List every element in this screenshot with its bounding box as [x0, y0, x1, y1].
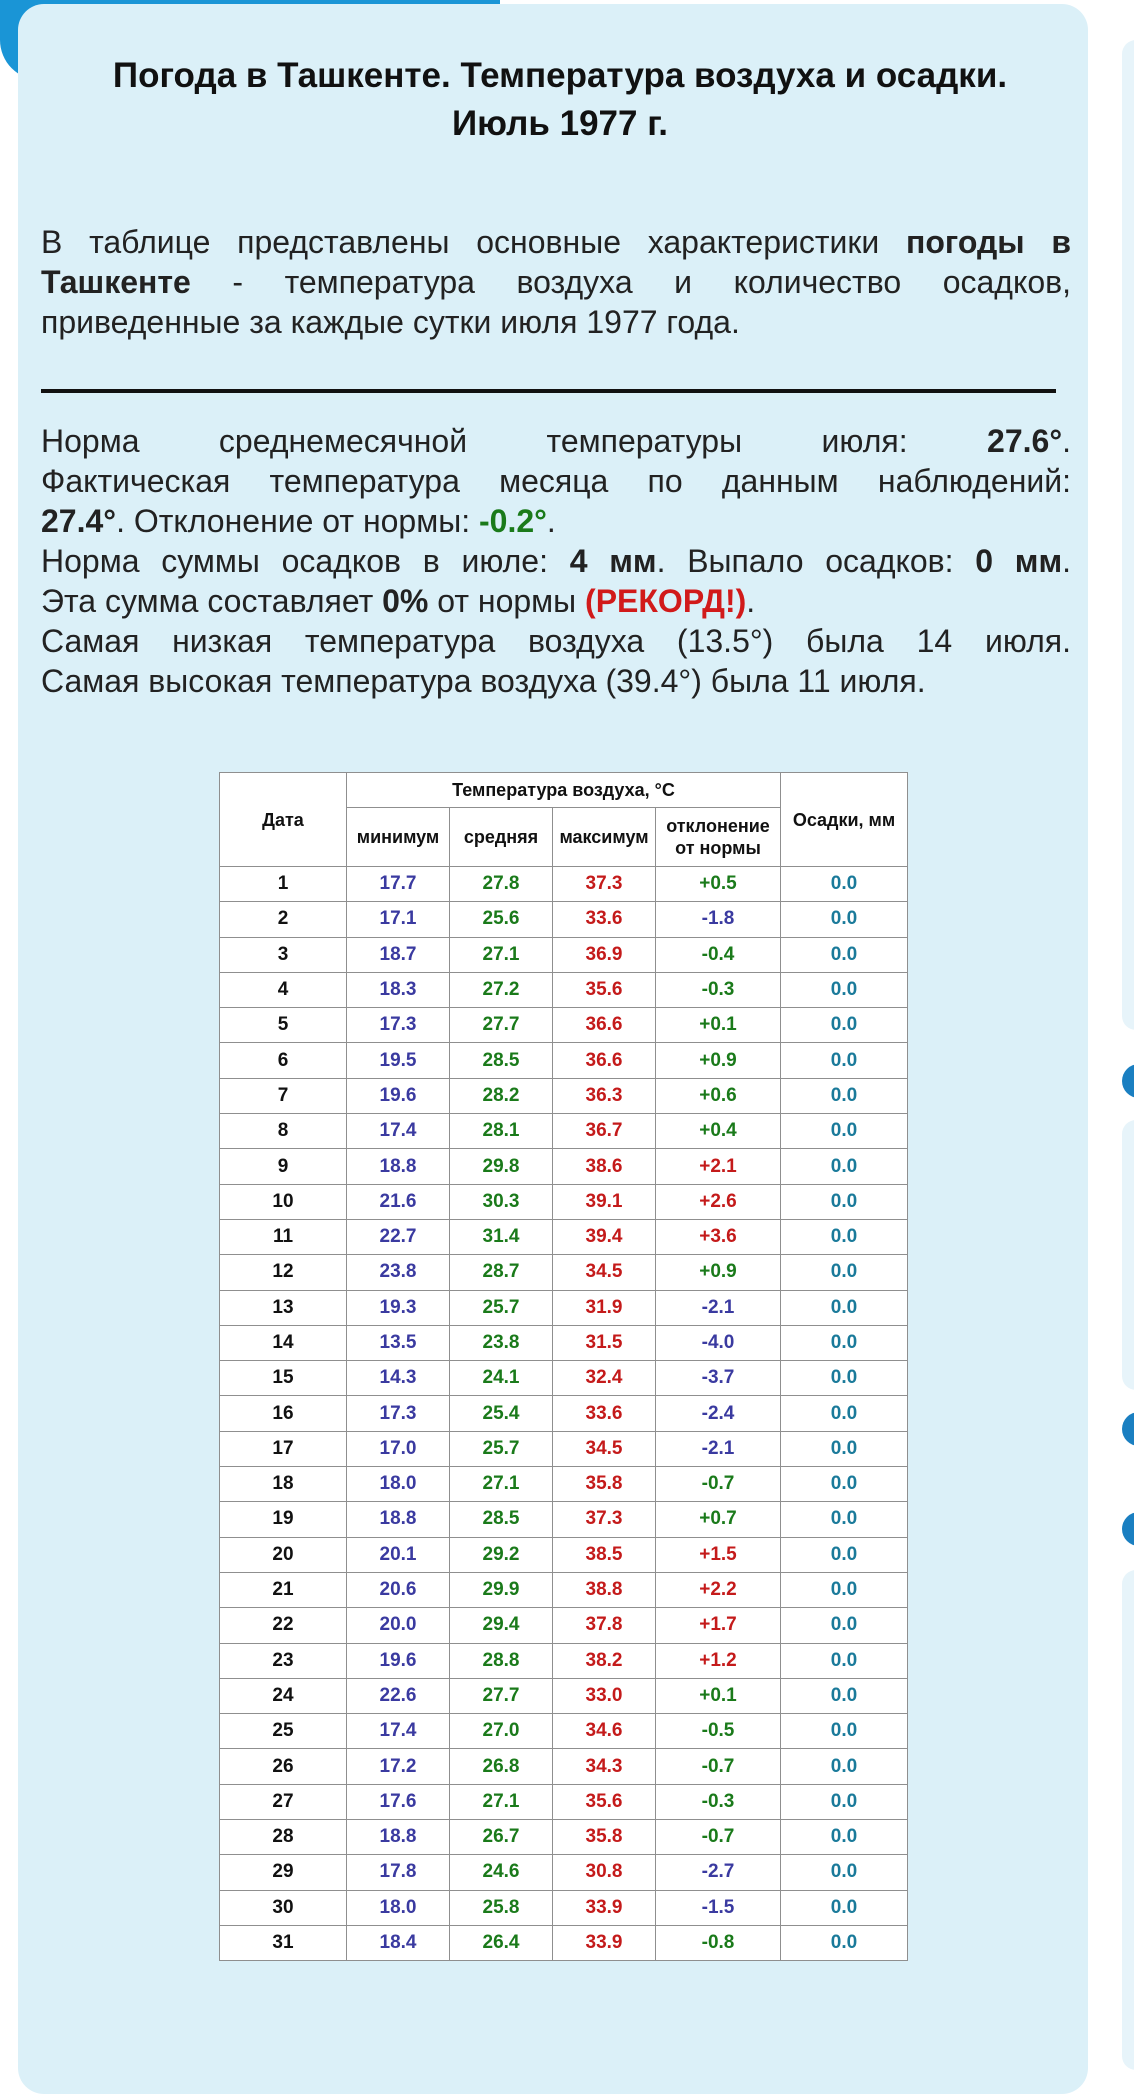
- table-row: [220, 1502, 908, 1537]
- precip-norm-label: Норма суммы осадков в июле:: [41, 543, 570, 579]
- percent-suffix: от нормы: [428, 583, 586, 619]
- high-temp-line: Самая высокая температура воздуха (39.4°) была 11 июля.: [41, 663, 926, 699]
- cell-date: 1: [220, 867, 347, 902]
- cell-deviation: -0.7: [656, 1467, 781, 1502]
- cell-date: 7: [220, 1078, 347, 1113]
- cell-max: 33.9: [553, 1890, 656, 1925]
- table-row: [220, 1396, 908, 1431]
- divider: [41, 389, 1056, 393]
- cell-avg: 23.8: [450, 1325, 553, 1360]
- cell-deviation: -2.1: [656, 1290, 781, 1325]
- cell-max: 38.5: [553, 1537, 656, 1572]
- cell-min: 20.6: [347, 1572, 450, 1607]
- cell-min: 17.8: [347, 1855, 450, 1890]
- cell-max: 34.3: [553, 1749, 656, 1784]
- cell-deviation: -2.1: [656, 1431, 781, 1466]
- cell-deviation: +0.7: [656, 1502, 781, 1537]
- cell-deviation: +3.6: [656, 1219, 781, 1254]
- cell-max: 33.9: [553, 1925, 656, 1960]
- cell-avg: 25.7: [450, 1431, 553, 1466]
- cell-max: 39.1: [553, 1184, 656, 1219]
- cell-date: 14: [220, 1325, 347, 1360]
- cell-precip: 0.0: [781, 1784, 908, 1819]
- cell-max: 34.5: [553, 1431, 656, 1466]
- deviation-label: . Отклонение от нормы:: [116, 503, 479, 539]
- cell-deviation: +1.2: [656, 1643, 781, 1678]
- table-row: [220, 1572, 908, 1607]
- cell-deviation: -0.4: [656, 937, 781, 972]
- cell-date: 25: [220, 1714, 347, 1749]
- table-row: [220, 1749, 908, 1784]
- cell-precip: 0.0: [781, 1537, 908, 1572]
- header-avg: средняя: [450, 808, 553, 867]
- right-sidebar-strip: [1122, 0, 1134, 2076]
- cell-max: 30.8: [553, 1855, 656, 1890]
- cell-deviation: +2.6: [656, 1184, 781, 1219]
- cell-deviation: +0.1: [656, 1008, 781, 1043]
- table-row: [220, 1114, 908, 1149]
- cell-precip: 0.0: [781, 972, 908, 1007]
- intro-link-weather: погоды в: [906, 224, 1072, 260]
- table-row: [220, 1537, 908, 1572]
- cell-precip: 0.0: [781, 867, 908, 902]
- actual-label: Фактическая температура месяца по данным наблюдений:: [41, 463, 1071, 499]
- table-row: [220, 1078, 908, 1113]
- cell-min: 18.8: [347, 1149, 450, 1184]
- title-line-2: Июль 1977 г.: [451, 104, 669, 143]
- cell-max: 35.6: [553, 1784, 656, 1819]
- cell-min: 17.3: [347, 1396, 450, 1431]
- cell-min: 17.3: [347, 1008, 450, 1043]
- cell-min: 17.7: [347, 867, 450, 902]
- cell-max: 34.5: [553, 1255, 656, 1290]
- cell-min: 20.0: [347, 1608, 450, 1643]
- cell-min: 14.3: [347, 1361, 450, 1396]
- table-row: [220, 1043, 908, 1078]
- cell-precip: 0.0: [781, 1502, 908, 1537]
- cell-avg: 27.1: [450, 937, 553, 972]
- cell-precip: 0.0: [781, 1290, 908, 1325]
- cell-min: 19.6: [347, 1643, 450, 1678]
- cell-avg: 31.4: [450, 1219, 553, 1254]
- cell-deviation: -3.7: [656, 1361, 781, 1396]
- low-temp-line: Самая низкая температура воздуха (13.5°) была 14 июля.: [41, 623, 1071, 659]
- cell-avg: 25.6: [450, 902, 553, 937]
- cell-date: 12: [220, 1255, 347, 1290]
- cell-date: 5: [220, 1008, 347, 1043]
- cell-avg: 24.1: [450, 1361, 553, 1396]
- table-row: [220, 1184, 908, 1219]
- cell-max: 37.3: [553, 867, 656, 902]
- table-row: [220, 1467, 908, 1502]
- cell-deviation: +0.9: [656, 1043, 781, 1078]
- cell-min: 18.7: [347, 937, 450, 972]
- cell-deviation: +0.1: [656, 1678, 781, 1713]
- table-row: [220, 1608, 908, 1643]
- table-row: [220, 1219, 908, 1254]
- cell-avg: 27.1: [450, 1467, 553, 1502]
- table-row: [220, 902, 908, 937]
- cell-date: 4: [220, 972, 347, 1007]
- scroll-dot-icon: [1122, 1412, 1134, 1446]
- cell-precip: 0.0: [781, 1572, 908, 1607]
- cell-avg: 29.4: [450, 1608, 553, 1643]
- cell-deviation: -0.7: [656, 1749, 781, 1784]
- cell-avg: 27.2: [450, 972, 553, 1007]
- cell-min: 19.3: [347, 1290, 450, 1325]
- header-min: минимум: [347, 808, 450, 867]
- table-row: [220, 1325, 908, 1360]
- cell-precip: 0.0: [781, 1431, 908, 1466]
- cell-precip: 0.0: [781, 1749, 908, 1784]
- intro-city: Ташкенте: [41, 264, 191, 300]
- cell-max: 38.6: [553, 1149, 656, 1184]
- cell-date: 20: [220, 1537, 347, 1572]
- scroll-dot-icon: [1122, 1512, 1134, 1546]
- actual-value: 27.4°: [41, 503, 117, 539]
- cell-date: 26: [220, 1749, 347, 1784]
- cell-avg: 27.0: [450, 1714, 553, 1749]
- table-body: [220, 867, 908, 1961]
- cell-min: 17.4: [347, 1114, 450, 1149]
- cell-max: 33.6: [553, 1396, 656, 1431]
- cell-deviation: -2.7: [656, 1855, 781, 1890]
- header-max: максимум: [553, 808, 656, 867]
- cell-deviation: +0.9: [656, 1255, 781, 1290]
- cell-max: 38.2: [553, 1643, 656, 1678]
- cell-precip: 0.0: [781, 937, 908, 972]
- table-row: [220, 1890, 908, 1925]
- cell-date: 21: [220, 1572, 347, 1607]
- cell-date: 28: [220, 1820, 347, 1855]
- table-row: [220, 1290, 908, 1325]
- cell-avg: 26.8: [450, 1749, 553, 1784]
- table-row: [220, 1820, 908, 1855]
- deviation-value: -0.2°: [478, 503, 547, 539]
- cell-max: 31.5: [553, 1325, 656, 1360]
- intro-text: В таблице представлены основные характеристики: [41, 224, 907, 260]
- cell-min: 21.6: [347, 1184, 450, 1219]
- percent-label: Эта сумма составляет: [41, 583, 383, 619]
- cell-max: 39.4: [553, 1219, 656, 1254]
- cell-max: 38.8: [553, 1572, 656, 1607]
- cell-precip: 0.0: [781, 1361, 908, 1396]
- cell-date: 11: [220, 1219, 347, 1254]
- cell-deviation: -4.0: [656, 1325, 781, 1360]
- cell-precip: 0.0: [781, 1325, 908, 1360]
- scroll-dot-icon: [1122, 1064, 1134, 1098]
- cell-min: 18.3: [347, 972, 450, 1007]
- header-precip: Осадки, мм: [781, 773, 908, 867]
- cell-min: 18.4: [347, 1925, 450, 1960]
- cell-min: 22.6: [347, 1678, 450, 1713]
- cell-max: 36.7: [553, 1114, 656, 1149]
- cell-precip: 0.0: [781, 1255, 908, 1290]
- cell-deviation: -1.5: [656, 1890, 781, 1925]
- cell-precip: 0.0: [781, 902, 908, 937]
- cell-avg: 27.8: [450, 867, 553, 902]
- cell-min: 20.1: [347, 1537, 450, 1572]
- precip-norm-value: 4 мм: [569, 543, 657, 579]
- cell-precip: 0.0: [781, 1184, 908, 1219]
- cell-max: 33.6: [553, 902, 656, 937]
- cell-precip: 0.0: [781, 1855, 908, 1890]
- cell-min: 17.6: [347, 1784, 450, 1819]
- cell-date: 2: [220, 902, 347, 937]
- cell-avg: 29.9: [450, 1572, 553, 1607]
- cell-avg: 24.6: [450, 1855, 553, 1890]
- cell-min: 18.8: [347, 1502, 450, 1537]
- cell-date: 31: [220, 1925, 347, 1960]
- cell-precip: 0.0: [781, 1925, 908, 1960]
- cell-avg: 29.2: [450, 1537, 553, 1572]
- cell-avg: 26.4: [450, 1925, 553, 1960]
- cell-avg: 27.7: [450, 1678, 553, 1713]
- cell-avg: 29.8: [450, 1149, 553, 1184]
- cell-avg: 28.1: [450, 1114, 553, 1149]
- intro-paragraph: [41, 222, 1071, 342]
- cell-min: 19.6: [347, 1078, 450, 1113]
- cell-max: 35.8: [553, 1467, 656, 1502]
- precip-fell-label: . Выпало осадков:: [656, 543, 976, 579]
- cell-precip: 0.0: [781, 1219, 908, 1254]
- cell-max: 35.6: [553, 972, 656, 1007]
- record-badge: (РЕКОРД!): [585, 583, 747, 619]
- cell-max: 36.9: [553, 937, 656, 972]
- cell-avg: 25.4: [450, 1396, 553, 1431]
- cell-avg: 27.7: [450, 1008, 553, 1043]
- cell-max: 36.6: [553, 1008, 656, 1043]
- cell-date: 30: [220, 1890, 347, 1925]
- cell-precip: 0.0: [781, 1890, 908, 1925]
- cell-min: 13.5: [347, 1325, 450, 1360]
- cell-min: 17.1: [347, 902, 450, 937]
- page-title: [40, 52, 1080, 148]
- cell-avg: 28.8: [450, 1643, 553, 1678]
- cell-deviation: -0.3: [656, 1784, 781, 1819]
- cell-precip: 0.0: [781, 1678, 908, 1713]
- cell-date: 27: [220, 1784, 347, 1819]
- table-row: [220, 1784, 908, 1819]
- cell-deviation: -0.3: [656, 972, 781, 1007]
- table-row: [220, 1431, 908, 1466]
- cell-min: 23.8: [347, 1255, 450, 1290]
- table-row: [220, 972, 908, 1007]
- cell-min: 18.0: [347, 1467, 450, 1502]
- cell-avg: 30.3: [450, 1184, 553, 1219]
- cell-avg: 25.8: [450, 1890, 553, 1925]
- cell-date: 3: [220, 937, 347, 972]
- cell-min: 22.7: [347, 1219, 450, 1254]
- cell-max: 36.3: [553, 1078, 656, 1113]
- cell-avg: 25.7: [450, 1290, 553, 1325]
- cell-date: 9: [220, 1149, 347, 1184]
- cell-date: 18: [220, 1467, 347, 1502]
- cell-precip: 0.0: [781, 1820, 908, 1855]
- table-row: [220, 1149, 908, 1184]
- cell-date: 17: [220, 1431, 347, 1466]
- norm-value: 27.6°: [987, 423, 1063, 459]
- cell-deviation: +2.1: [656, 1149, 781, 1184]
- cell-min: 17.4: [347, 1714, 450, 1749]
- cell-precip: 0.0: [781, 1114, 908, 1149]
- cell-deviation: -0.5: [656, 1714, 781, 1749]
- cell-max: 31.9: [553, 1290, 656, 1325]
- stats-paragraph: Норма среднемесячной температуры июля: 27.6°. Фактическая температура месяца по данным наблюдений: 27.4°. Отклонение от нормы: -0.2°. Норма суммы осадков в июле: 4 мм. Выпало осадков: 0 мм. Эта сумма составляет 0% от нормы (РЕКОРД!). Самая низкая температура воздуха (13.5°) была 14 июля. Самая высокая температура воздуха (39.4°) была 11 июля.: [41, 423, 1072, 699]
- cell-deviation: -0.7: [656, 1820, 781, 1855]
- cell-min: 19.5: [347, 1043, 450, 1078]
- weather-table: [219, 772, 908, 1961]
- cell-date: 10: [220, 1184, 347, 1219]
- precip-fell-value: 0 мм: [975, 543, 1063, 579]
- cell-precip: 0.0: [781, 1643, 908, 1678]
- cell-min: 18.8: [347, 1820, 450, 1855]
- cell-avg: 27.1: [450, 1784, 553, 1819]
- cell-max: 37.3: [553, 1502, 656, 1537]
- table-row: [220, 867, 908, 902]
- cell-precip: 0.0: [781, 1008, 908, 1043]
- cell-min: 18.0: [347, 1890, 450, 1925]
- cell-precip: 0.0: [781, 1396, 908, 1431]
- norm-label: Норма среднемесячной температуры июля:: [41, 423, 908, 459]
- cell-date: 29: [220, 1855, 347, 1890]
- cell-max: 34.6: [553, 1714, 656, 1749]
- cell-precip: 0.0: [781, 1467, 908, 1502]
- cell-precip: 0.0: [781, 1608, 908, 1643]
- cell-max: 35.8: [553, 1820, 656, 1855]
- cell-date: 22: [220, 1608, 347, 1643]
- percent-value: 0%: [382, 583, 429, 619]
- cell-precip: 0.0: [781, 1149, 908, 1184]
- table-row: [220, 1855, 908, 1890]
- cell-date: 8: [220, 1114, 347, 1149]
- cell-min: 17.2: [347, 1749, 450, 1784]
- intro-text: приведенные за каждые сутки июля 1977 года.: [41, 304, 740, 340]
- header-date: Дата: [220, 773, 347, 867]
- header-deviation: отклонение от нормы: [656, 808, 781, 867]
- cell-deviation: +0.4: [656, 1114, 781, 1149]
- cell-date: 13: [220, 1290, 347, 1325]
- cell-date: 23: [220, 1643, 347, 1678]
- cell-precip: 0.0: [781, 1043, 908, 1078]
- cell-deviation: +0.5: [656, 867, 781, 902]
- cell-avg: 26.7: [450, 1820, 553, 1855]
- cell-date: 24: [220, 1678, 347, 1713]
- table-row: [220, 1678, 908, 1713]
- header-temp: Температура воздуха, °С: [347, 773, 781, 808]
- cell-max: 33.0: [553, 1678, 656, 1713]
- table-row: [220, 1714, 908, 1749]
- cell-deviation: +0.6: [656, 1078, 781, 1113]
- cell-max: 32.4: [553, 1361, 656, 1396]
- cell-deviation: -1.8: [656, 902, 781, 937]
- title-line-1: Погода в Ташкенте. Температура воздуха и осадки.: [112, 56, 1008, 95]
- cell-precip: 0.0: [781, 1714, 908, 1749]
- cell-deviation: +1.5: [656, 1537, 781, 1572]
- cell-avg: 28.5: [450, 1043, 553, 1078]
- table-row: [220, 1925, 908, 1960]
- table-row: [220, 1008, 908, 1043]
- cell-precip: 0.0: [781, 1078, 908, 1113]
- cell-date: 15: [220, 1361, 347, 1396]
- cell-deviation: +2.2: [656, 1572, 781, 1607]
- cell-date: 19: [220, 1502, 347, 1537]
- table-row: [220, 1643, 908, 1678]
- table-row: [220, 1361, 908, 1396]
- cell-date: 6: [220, 1043, 347, 1078]
- cell-min: 17.0: [347, 1431, 450, 1466]
- cell-avg: 28.7: [450, 1255, 553, 1290]
- cell-deviation: -2.4: [656, 1396, 781, 1431]
- table-row: [220, 1255, 908, 1290]
- intro-text: - температура воздуха и количество осадков,: [190, 264, 1071, 300]
- table-row: [220, 937, 908, 972]
- cell-avg: 28.2: [450, 1078, 553, 1113]
- cell-max: 37.8: [553, 1608, 656, 1643]
- cell-deviation: -0.8: [656, 1925, 781, 1960]
- cell-deviation: +1.7: [656, 1608, 781, 1643]
- cell-date: 16: [220, 1396, 347, 1431]
- cell-avg: 28.5: [450, 1502, 553, 1537]
- cell-max: 36.6: [553, 1043, 656, 1078]
